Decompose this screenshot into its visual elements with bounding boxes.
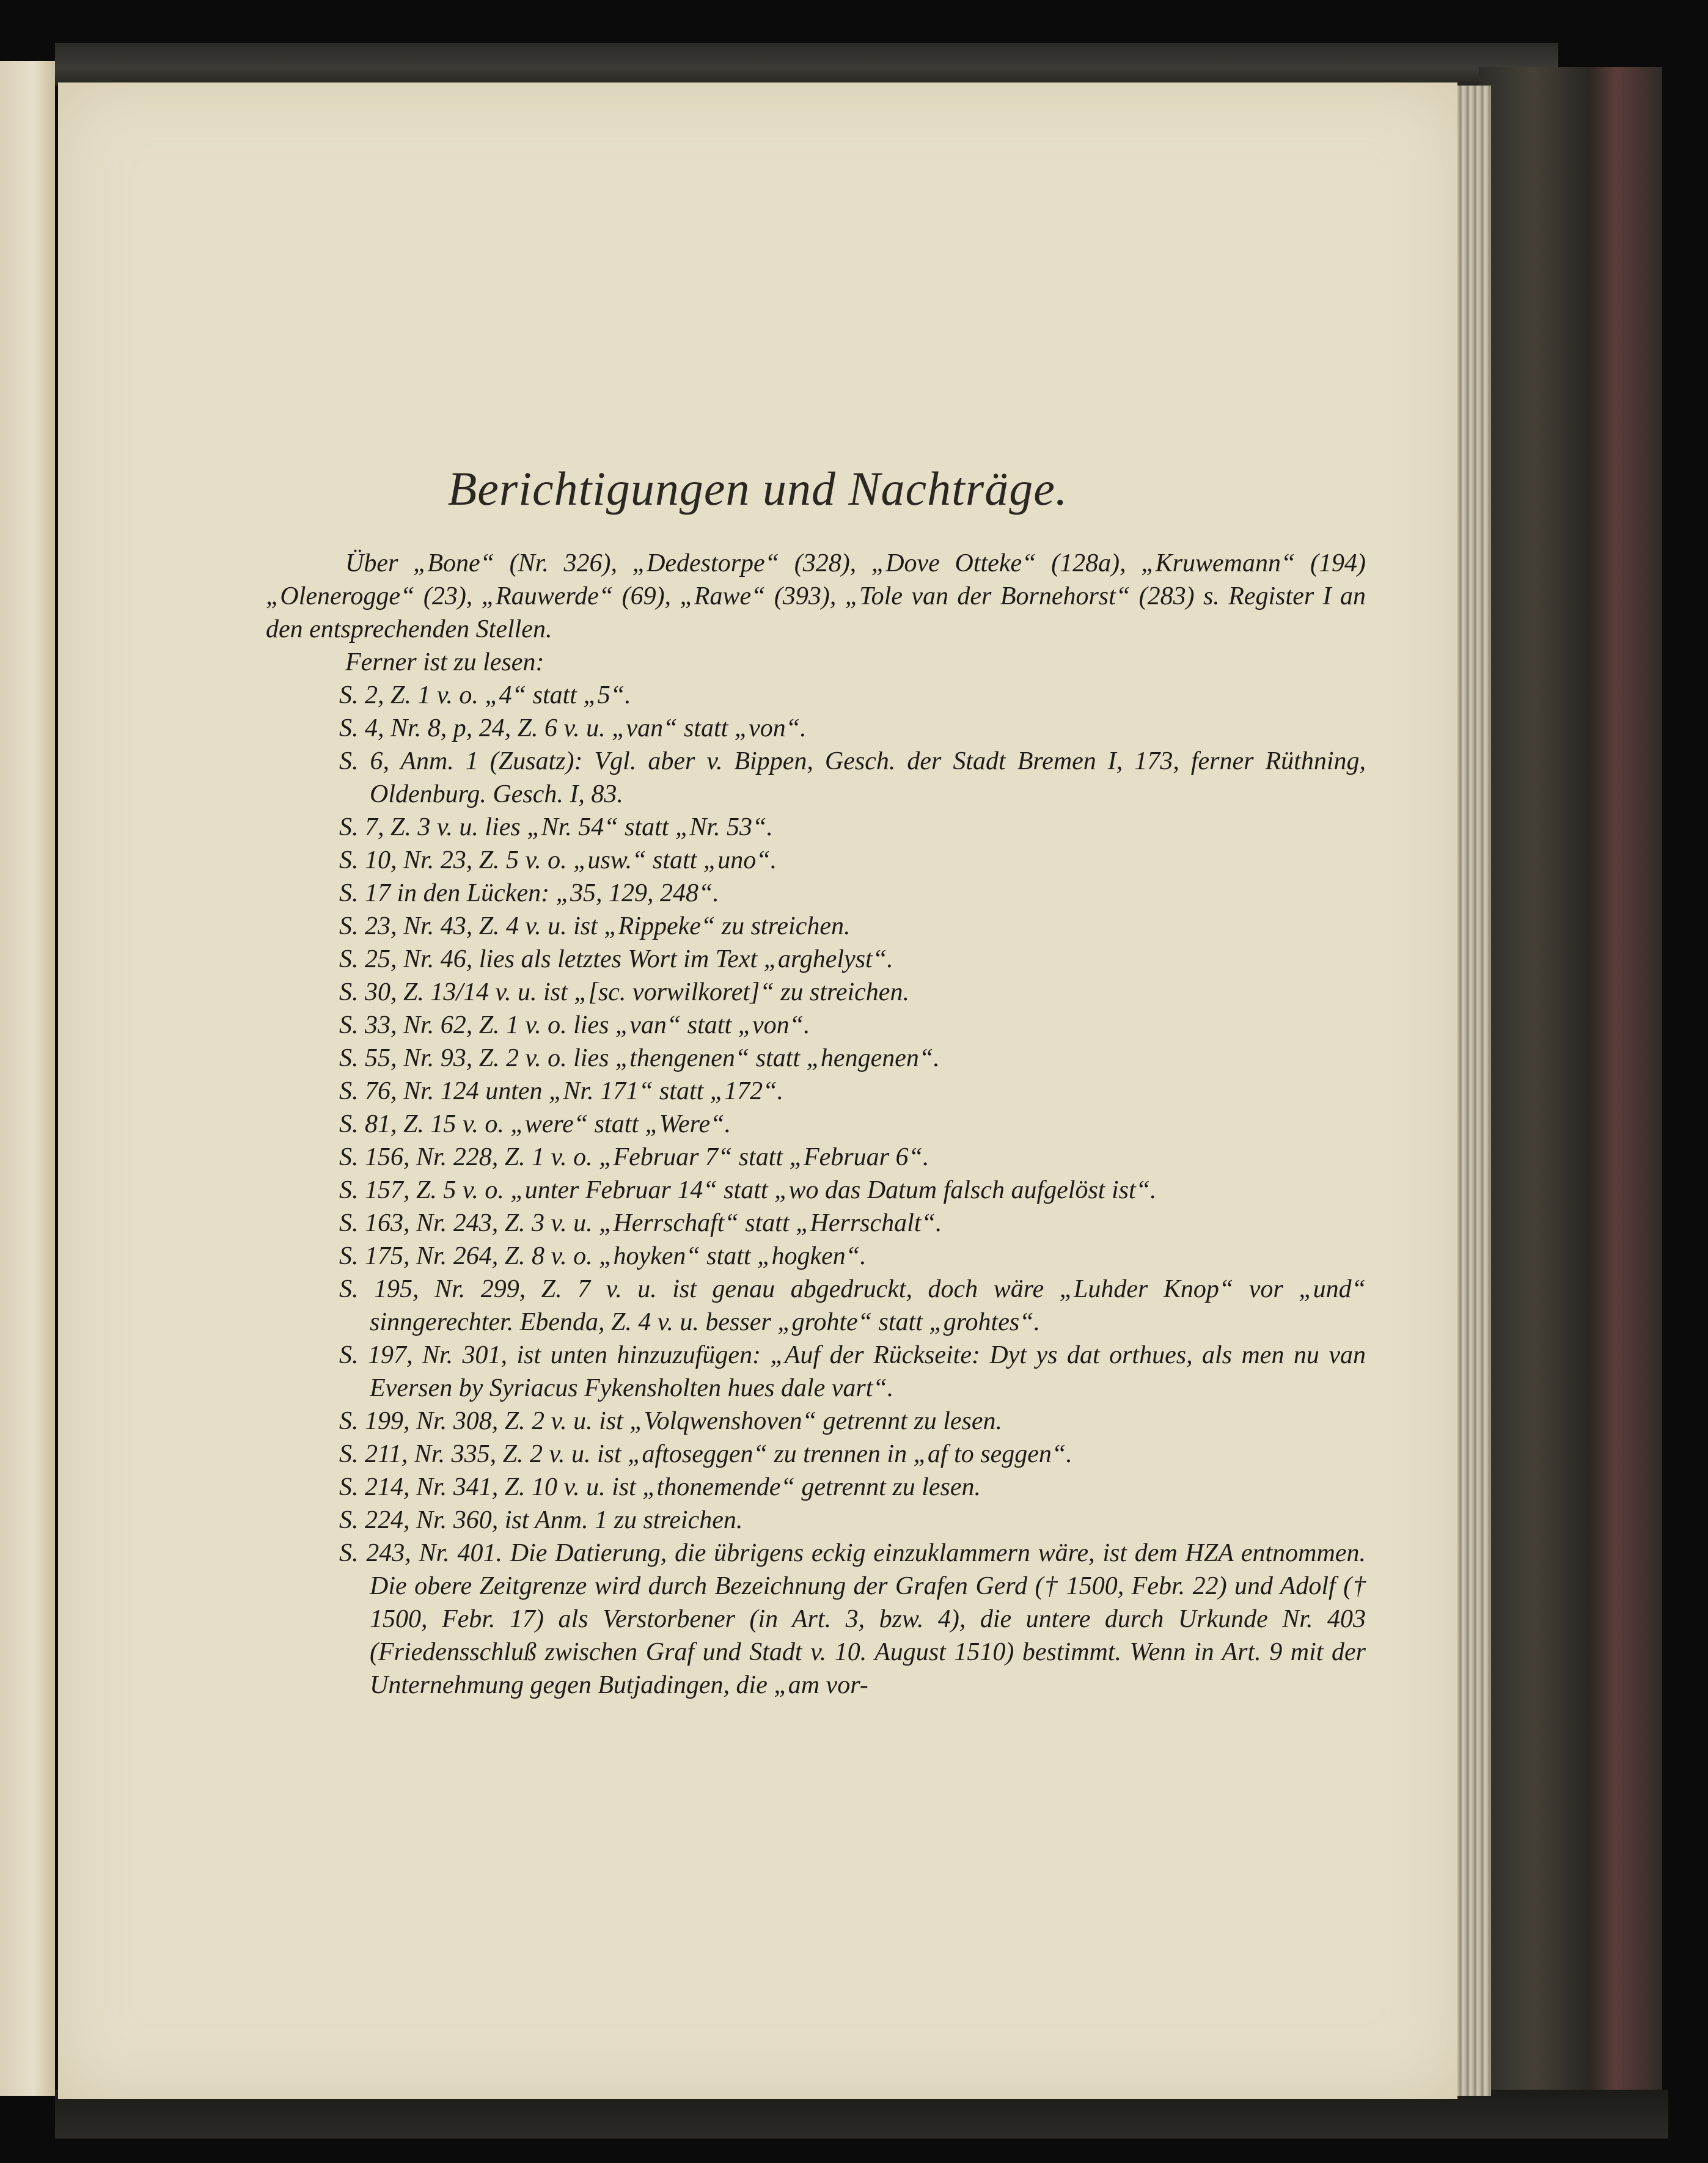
list-item: S. 6, Anm. 1 (Zusatz): Vgl. aber v. Bippen, Gesch. der Stadt Bremen I, 173, ferner Rüthning, Oldenburg. Gesch. I, 83. (339, 747, 1366, 808)
list-item: S. 17 in den Lücken: „35, 129, 248“. (339, 879, 719, 907)
list-item: S. 33, Nr. 62, Z. 1 v. o. lies „van“ statt „von“. (339, 1011, 810, 1039)
list-item: S. 76, Nr. 124 unten „Nr. 171“ statt „172“. (339, 1077, 784, 1105)
list-item: S. 2, Z. 1 v. o. „4“ statt „5“. (339, 681, 631, 709)
list-item: S. 10, Nr. 23, Z. 5 v. o. „usw.“ statt „uno“. (339, 846, 777, 874)
list-item: S. 156, Nr. 228, Z. 1 v. o. „Februar 7“ statt „Februar 6“. (339, 1143, 929, 1171)
list-item: S. 81, Z. 15 v. o. „were“ statt „Were“. (339, 1110, 731, 1138)
list-item: S. 195, Nr. 299, Z. 7 v. u. ist genau abgedruckt, doch wäre „Luhder Knop“ vor „und“ sinngerechter. Ebenda, Z. 4 v. u. besser „grohte“ statt „grohtes“. (339, 1275, 1366, 1336)
book-cover-right (1479, 67, 1662, 2132)
list-item: S. 211, Nr. 335, Z. 2 v. u. ist „aftoseggen“ zu trennen in „af to seggen“. (339, 1440, 1072, 1468)
list-item: S. 197, Nr. 301, ist unten hinzuzufügen: „Auf der Rückseite: Dyt ys dat orthues, als men nu van Eversen by Syriacus Fykensholten hues dale vart“. (339, 1341, 1366, 1402)
page-title: Berichtigungen und Nachträge. (447, 462, 1068, 515)
list-item: S. 224, Nr. 360, ist Anm. 1 zu streichen. (339, 1506, 743, 1534)
list-item: S. 25, Nr. 46, lies als letztes Wort im Text „arghelyst“. (339, 945, 893, 973)
list-item: S. 7, Z. 3 v. u. lies „Nr. 54“ statt „Nr. 53“. (339, 813, 773, 841)
document-page (58, 82, 1457, 2099)
list-item: S. 4, Nr. 8, p, 24, Z. 6 v. u. „van“ statt „von“. (339, 714, 807, 742)
list-item: S. 243, Nr. 401. Die Datierung, die übrigens eckig einzuklammern wäre, ist dem HZA entnommen. Die obere Zeitgrenze wird durch Bezeichnung der Grafen Gerd († 1500, Febr. 22) und Adolf († 1500, Febr. 17) als Verstorbener (in Art. 3, bzw. 4), die untere durch Urkunde Nr. 403 (Friedensschluß zwischen Graf und Stadt v. 10. August 1510) bestimmt. Wenn in Art. 9 mit der Unternehmung gegen Butjadingen, die „am vor- (339, 1539, 1366, 1699)
facing-page-edge (0, 61, 55, 2096)
intro-paragraph: Über „Bone“ (Nr. 326), „Dedestorpe“ (328), „Dove Otteke“ (128a), „Kruwemann“ (194) „Olenerogge“ (23), „Rauwerde“ (69), „Rawe“ (393), „Tole van der Bornehorst“ (283) s. Register I an den entsprechenden Stellen. (266, 549, 1366, 643)
list-item: S. 214, Nr. 341, Z. 10 v. u. ist „thonemende“ getrennt zu lesen. (339, 1473, 981, 1501)
page-body (266, 547, 1366, 1702)
list-item: S. 157, Z. 5 v. o. „unter Februar 14“ statt „wo das Datum falsch aufgelöst ist“. (339, 1176, 1157, 1204)
list-item: S. 23, Nr. 43, Z. 4 v. u. ist „Rippeke“ zu streichen. (339, 912, 851, 940)
list-item: S. 199, Nr. 308, Z. 2 v. u. ist „Volqwenshoven“ getrennt zu lesen. (339, 1407, 1002, 1435)
list-item: S. 163, Nr. 243, Z. 3 v. u. „Herrschaft“ statt „Herrschalt“. (339, 1209, 942, 1237)
book-cover-top (55, 43, 1558, 86)
list-item: S. 55, Nr. 93, Z. 2 v. o. lies „thengenen“ statt „hengenen“. (339, 1044, 940, 1072)
ferner-line: Ferner ist zu lesen: (345, 648, 544, 676)
list-item: S. 175, Nr. 264, Z. 8 v. o. „hoyken“ statt „hogken“. (339, 1242, 867, 1270)
corrections-list (266, 679, 1366, 1702)
list-item: S. 30, Z. 13/14 v. u. ist „[sc. vorwilkoret]“ zu streichen. (339, 978, 909, 1006)
